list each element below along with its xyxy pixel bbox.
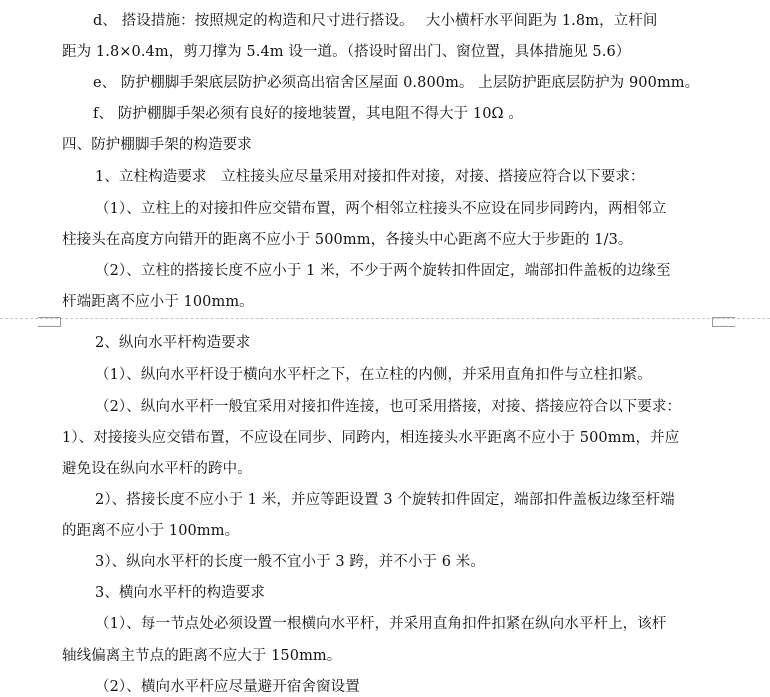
page-break: [0, 318, 770, 329]
subsection-heading: 1、立柱构造要求 立柱接头应尽量采用对接扣件对接，对接、搭接应符合以下要求：: [95, 169, 645, 185]
text-line: 距为 1.8×0.4m，剪刀撑为 5.4m 设一道。（搭设时留出门、窗位置，具体措施见 5.6）: [62, 44, 631, 60]
text-line: （1）、立柱上的对接扣件应交错布置，两个相邻立柱接头不应设在同步同跨内，两相邻立: [95, 201, 667, 217]
text-line: f、 防护棚脚手架必须有良好的接地装置，其电阻不得大于 10Ω 。: [93, 106, 523, 122]
text-line: 杆端距离不应小于 100mm。: [62, 294, 254, 310]
subsection-heading: 2、纵向水平杆构造要求: [95, 335, 251, 351]
text-line: （1）、每一节点处必须设置一根横向水平杆，并采用直角扣件扣紧在纵向水平杆上，该杆: [95, 616, 667, 632]
text-line: 柱接头在高度方向错开的距离不应小于 500mm，各接头中心距离不应大于步距的 1/3。: [62, 232, 633, 248]
text-line: 的距离不应小于 100mm。: [62, 523, 240, 539]
text-line: 轴线偏离主节点的距离不应大于 150mm。: [62, 648, 342, 664]
text-line: （2）、横向水平杆应尽量避开宿舍窗设置: [95, 679, 360, 695]
subsection-heading: 3、横向水平杆的构造要求: [95, 585, 265, 601]
text-line: d、 搭设措施：按照规定的构造和尺寸进行搭设。 大小横杆水平间距为 1.8m，立杆间: [93, 13, 658, 29]
margin-mark-left: [38, 317, 61, 327]
text-line: （2）、立柱的搭接长度不应小于 1 米，不少于两个旋转扣件固定，端部扣件盖板的边缘至: [95, 263, 671, 279]
margin-mark-right: [712, 317, 735, 327]
text-line: 2）、搭接长度不应小于 1 米，并应等距设置 3 个旋转扣件固定，端部扣件盖板边缘至杆端: [95, 492, 675, 508]
text-line: （1）、纵向水平杆设于横向水平杆之下，在立柱的内侧，并采用直角扣件与立柱扣紧。: [95, 367, 652, 383]
text-line: （2）、纵向水平杆一般宜采用对接扣件连接，也可采用搭接，对接、搭接应符合以下要求：: [95, 399, 682, 415]
text-line: 3）、纵向水平杆的长度一般不宜小于 3 跨，并不小于 6 米。: [95, 554, 485, 570]
text-line: 1）、对接接头应交错布置，不应设在同步、同跨内，相连接头水平距离不应小于 500mm，并应: [62, 430, 680, 446]
section-heading: 四、防护棚脚手架的构造要求: [62, 137, 252, 153]
text-line: 避免设在纵向水平杆的跨中。: [62, 461, 252, 477]
text-line: e、 防护棚脚手架底层防护必须高出宿舍区屋面 0.800m。 上层防护距底层防护为 900mm。: [93, 75, 700, 91]
